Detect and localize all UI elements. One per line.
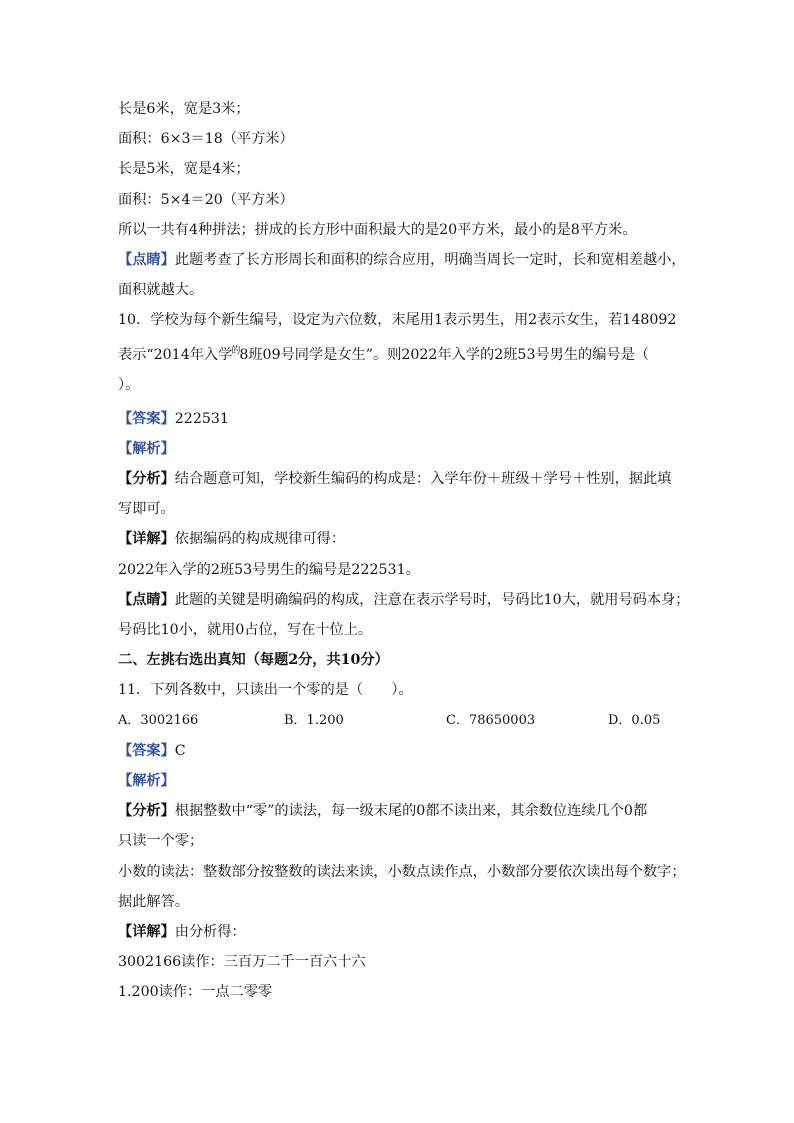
detail-cont: 2022年入学的2班53号男生的编号是222531。 <box>118 561 420 578</box>
analysis-tag: 【分析】 <box>118 803 175 820</box>
point-tag: 【点睛】 <box>118 591 175 608</box>
text-line: 面积：6×3＝18（平方米） <box>118 131 294 148</box>
q10-text-a: 表示“2014年入学 <box>118 346 233 363</box>
analysis-cont: 只读一个零； <box>118 833 204 850</box>
point-note-cont: 面积就越大。 <box>118 282 204 299</box>
q10-text-b: 8班09号同学是女生”。则2022年入学的2班53号男生的编号是（ <box>239 346 649 363</box>
point-note <box>118 589 690 611</box>
answer-tag: 【答案】 <box>118 410 175 427</box>
analysis-text: 根据整数中“零”的读法，每一级末尾的0都不读出来，其余数位连续几个0都 <box>174 803 648 820</box>
analysis-line <box>118 468 678 490</box>
question-10-line3: ）。 <box>118 376 140 393</box>
detail-text: 由分析得： <box>174 923 246 940</box>
option-a: A．3002166 <box>118 712 199 728</box>
detail-line <box>118 528 678 550</box>
answer-value: C <box>174 742 186 759</box>
document-page <box>118 98 690 1011</box>
answer-tag: 【答案】 <box>118 742 175 759</box>
point-tag: 【点睛】 <box>118 251 175 268</box>
option-c: C．78650003 <box>446 712 536 728</box>
detail-text: 依据编码的构成规律可得： <box>174 531 346 548</box>
option-b: B．1.200 <box>284 712 344 728</box>
jiexi-line <box>118 438 678 460</box>
question-11-options <box>118 710 678 732</box>
point-text: 此题考查了长方形周长和面积的综合应用，明确当周长一定时，长和宽相差越小， <box>174 251 686 268</box>
jiexi-tag: 【解析】 <box>118 440 175 457</box>
analysis-tag: 【分析】 <box>118 471 175 488</box>
question-10-line1: 10．学校为每个新生编号，设定为六位数，末尾用1表示男生，用2表示女生，若148092 <box>118 312 677 329</box>
reading-line: 1.200读作：一点二零零 <box>118 984 273 1001</box>
answer-line <box>118 740 678 762</box>
option-d: D．0.05 <box>608 712 661 728</box>
analysis-line <box>118 800 678 822</box>
point-note-cont: 号码比10小，就用0占位，写在十位上。 <box>118 622 373 638</box>
analysis-cont: 写即可。 <box>118 501 175 518</box>
answer-line <box>118 408 678 430</box>
analysis-text: 结合题意可知，学校新生编码的构成是：入学年份＋班级＋学号＋性别，据此填 <box>174 471 672 488</box>
jiexi-line <box>118 770 678 792</box>
text-line: 长是6米，宽是3米； <box>118 101 250 117</box>
section-title: 二、左挑右选出真知（每题2分，共10分） <box>118 652 389 669</box>
text-line: 长是5米，宽是4米； <box>118 161 250 178</box>
answer-value: 222531 <box>174 410 229 427</box>
detail-tag: 【详解】 <box>118 923 175 940</box>
point-note <box>118 249 686 271</box>
text-line: 所以一共有4种拼法；拼成的长方形中面积最大的是20平方米，最小的是8平方米。 <box>118 221 637 238</box>
analysis-cont: 据此解答。 <box>118 893 189 910</box>
reading-line: 3002166读作：三百万二千一百六十六 <box>118 954 366 971</box>
jiexi-tag: 【解析】 <box>118 772 175 789</box>
q10-superscript: 的 <box>231 345 241 356</box>
question-11-stem: 11．下列各数中，只读出一个零的是（ ）。 <box>118 682 413 699</box>
analysis-cont: 小数的读法：整数部分按整数的读法来读，小数点读作点，小数部分要依次读出每个数字； <box>118 863 686 880</box>
detail-line <box>118 921 678 943</box>
point-text: 此题的关键是明确编码的构成，注意在表示学号时，号码比10大，就用号码本身； <box>174 591 690 608</box>
detail-tag: 【详解】 <box>118 531 175 548</box>
question-10-line2 <box>118 340 678 366</box>
text-line: 面积：5×4＝20（平方米） <box>118 191 294 208</box>
